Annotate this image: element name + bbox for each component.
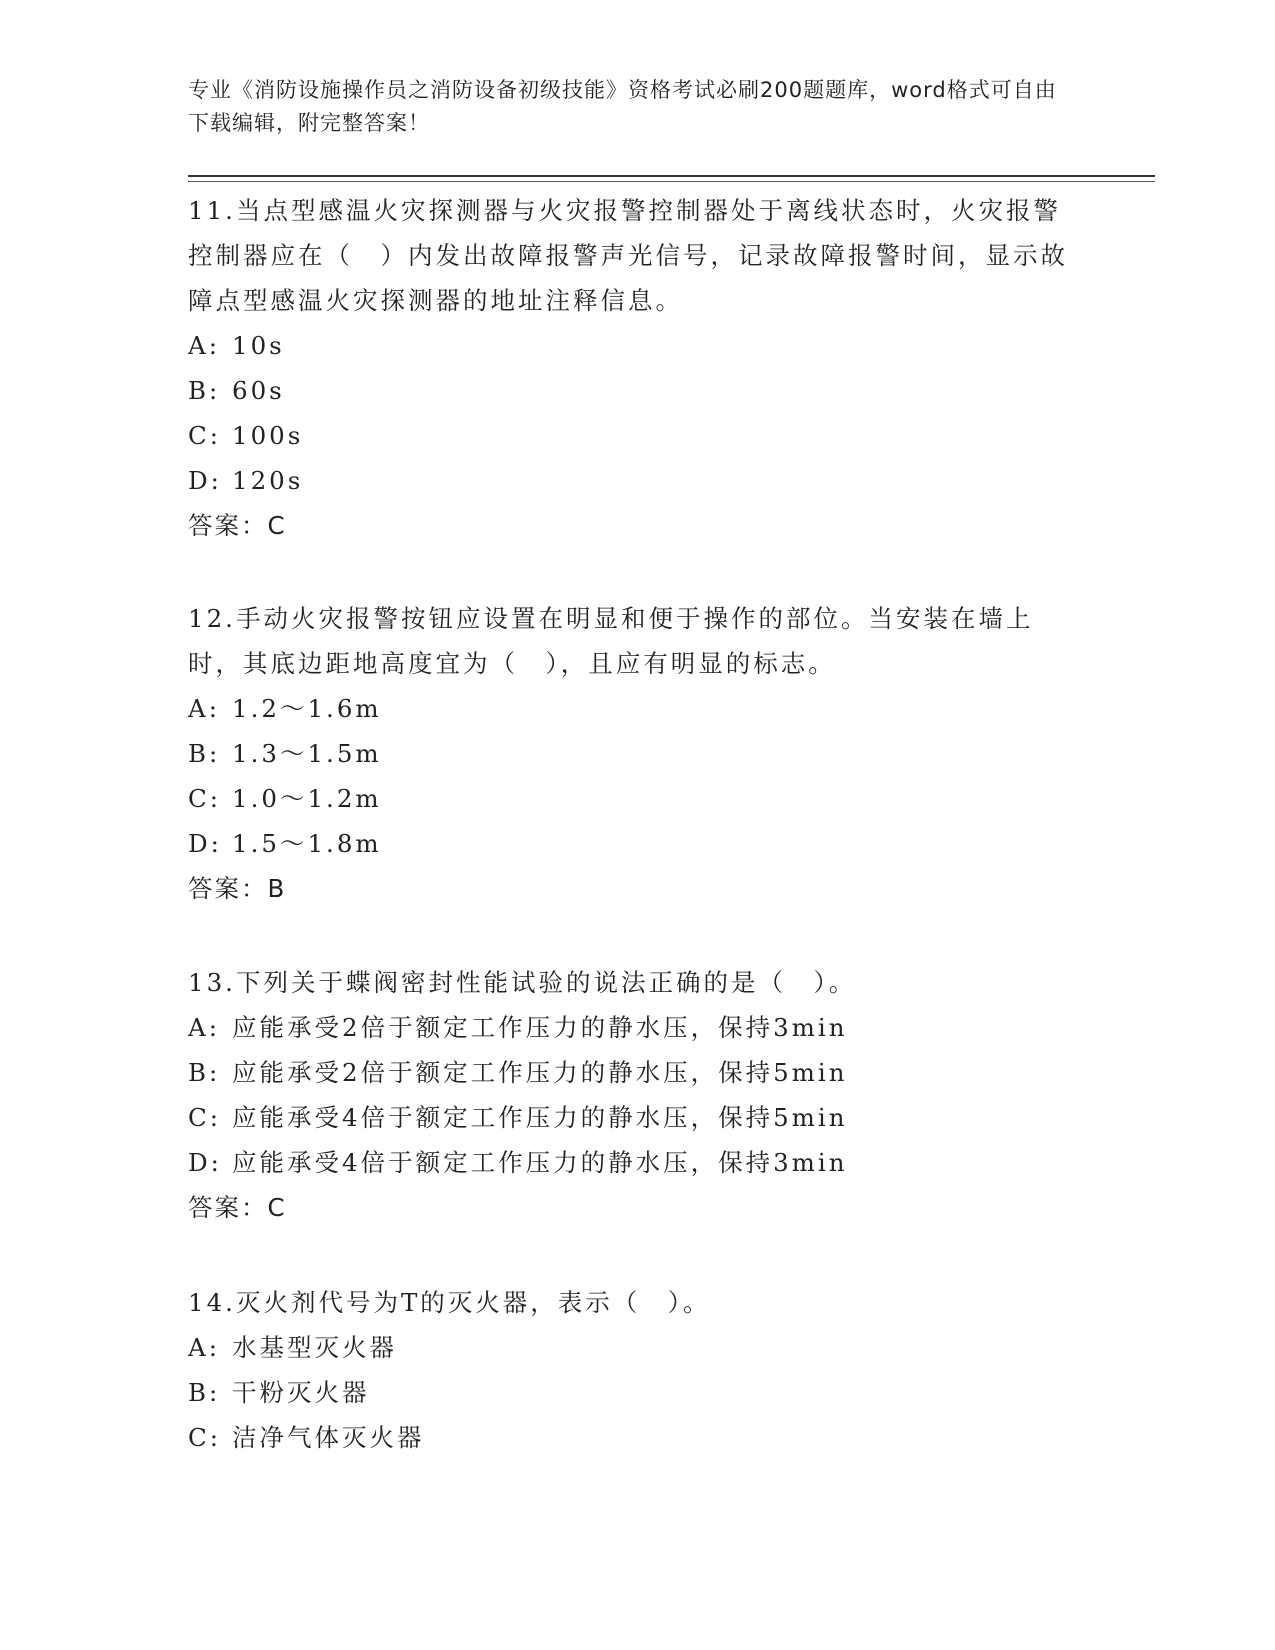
option-text: 120s: [232, 466, 304, 495]
option-key: D:: [188, 466, 222, 495]
option-a: [188, 686, 1088, 731]
option-text: 1.3～1.5m: [232, 739, 382, 768]
option-a: [188, 1325, 1088, 1370]
option-key: C:: [188, 784, 222, 813]
option-d: [188, 1140, 1088, 1185]
document-header: 专业《消防设施操作员之消防设备初级技能》资格考试必刷200题题库，word格式可自由下载编辑，附完整答案！: [188, 78, 1057, 135]
question-12: [188, 596, 1088, 911]
question-stem: 12.手动火灾报警按钮应设置在明显和便于操作的部位。当安装在墙上时，其底边距地高度宜为（ ），且应有明显的标志。: [188, 604, 1034, 678]
option-a: [188, 1005, 1088, 1050]
question-stem: 11.当点型感温火灾探测器与火灾报警控制器处于离线状态时，火灾报警控制器应在（ ）内发出故障报警声光信号，记录故障报警时间，显示故障点型感温火灾探测器的地址注释信息。: [188, 196, 1068, 315]
header-divider-thin: [188, 181, 1155, 182]
option-key: C:: [188, 1423, 222, 1452]
option-key: B:: [188, 1058, 221, 1087]
option-key: D:: [188, 829, 222, 858]
option-c: [188, 1415, 1088, 1460]
option-d: [188, 458, 1088, 503]
option-d: [188, 821, 1088, 866]
option-c: [188, 1095, 1088, 1140]
option-key: B:: [188, 739, 221, 768]
option-b: [188, 1050, 1088, 1095]
option-text: 1.2～1.6m: [232, 694, 382, 723]
option-key: B:: [188, 376, 221, 405]
option-text: 应能承受4倍于额定工作压力的静水压，保持5min: [232, 1103, 848, 1132]
option-key: B:: [188, 1378, 221, 1407]
option-text: 应能承受2倍于额定工作压力的静水压，保持3min: [232, 1013, 848, 1042]
question-11: [188, 188, 1088, 548]
option-text: 1.5～1.8m: [232, 829, 382, 858]
option-text: 应能承受2倍于额定工作压力的静水压，保持5min: [232, 1058, 848, 1087]
answer-line: 答案：C: [188, 1193, 287, 1222]
option-text: 洁净气体灭火器: [232, 1423, 425, 1452]
answer-line: 答案：B: [188, 874, 287, 903]
option-text: 1.0～1.2m: [232, 784, 382, 813]
option-c: [188, 776, 1088, 821]
option-text: 水基型灭火器: [232, 1333, 397, 1362]
option-key: A:: [188, 1333, 220, 1362]
option-c: [188, 413, 1088, 458]
option-key: A:: [188, 694, 220, 723]
header-divider-thick: [188, 175, 1155, 177]
option-key: A:: [188, 331, 220, 360]
option-key: A:: [188, 1013, 220, 1042]
question-stem: 14.灭火剂代号为T的灭火器，表示（ ）。: [188, 1288, 711, 1317]
option-a: [188, 323, 1088, 368]
option-text: 应能承受4倍于额定工作压力的静水压，保持3min: [232, 1148, 848, 1177]
option-text: 60s: [232, 376, 285, 405]
option-text: 100s: [232, 421, 304, 450]
option-b: [188, 1370, 1088, 1415]
question-14: [188, 1280, 1088, 1460]
option-key: C:: [188, 1103, 222, 1132]
answer-line: 答案：C: [188, 511, 287, 540]
option-key: C:: [188, 421, 222, 450]
question-stem: 13.下列关于蝶阀密封性能试验的说法正确的是（ ）。: [188, 968, 857, 997]
option-text: 干粉灭火器: [232, 1378, 370, 1407]
option-b: [188, 731, 1088, 776]
option-key: D:: [188, 1148, 222, 1177]
option-b: [188, 368, 1088, 413]
question-13: [188, 960, 1088, 1230]
option-text: 10s: [232, 331, 285, 360]
